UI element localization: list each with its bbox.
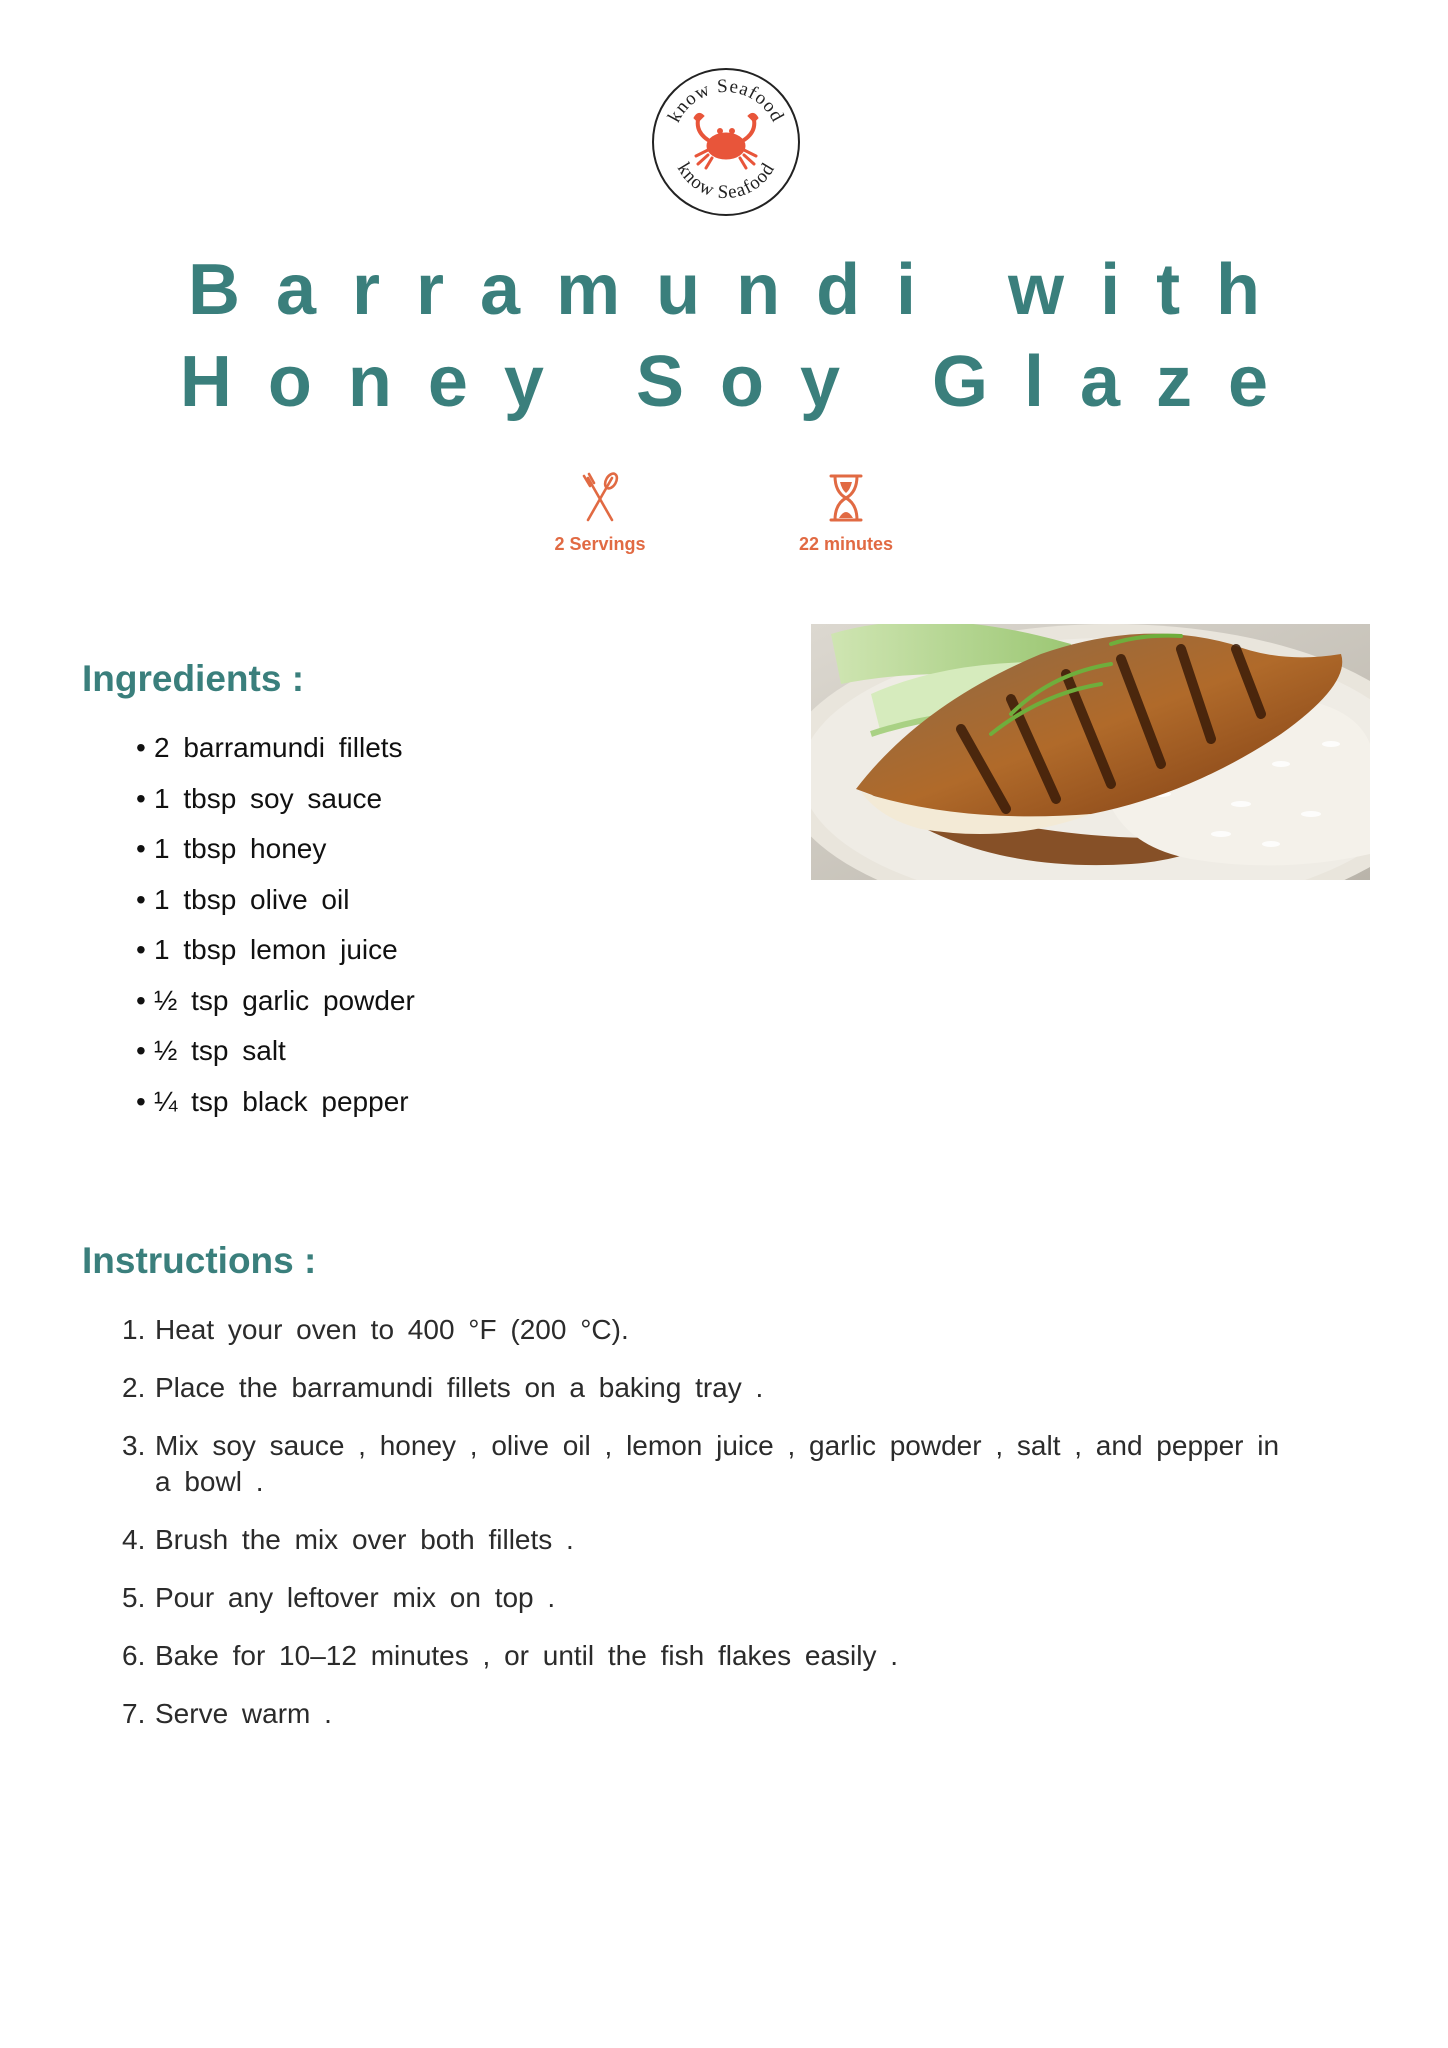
instruction-step: 4. Brush the mix over both fillets .	[122, 1522, 1302, 1558]
know-seafood-logo	[650, 66, 802, 218]
dish-illustration	[811, 624, 1370, 880]
bullet-icon: •	[136, 1085, 146, 1117]
instruction-step: 1. Heat your oven to 400 °F (200 °C).	[122, 1312, 1302, 1348]
ingredient-item: • 1 tbsp honey	[136, 831, 415, 882]
bullet-icon: •	[136, 833, 146, 864]
svg-text:know Seafood: know Seafood	[672, 159, 780, 204]
servings-info	[500, 472, 700, 555]
ingredient-item: • 1 tbsp soy sauce	[136, 781, 415, 832]
step-number: 6.	[122, 1640, 146, 1671]
cook-time-info	[746, 472, 946, 555]
servings-label: 2 Servings	[554, 534, 646, 554]
ingredient-item: • 1 tbsp olive oil	[136, 882, 415, 933]
instruction-step: 5. Pour any leftover mix on top .	[122, 1580, 1302, 1616]
ingredient-item: • ¼ tsp black pepper	[136, 1084, 415, 1135]
step-number: 2.	[122, 1372, 146, 1403]
step-number: 3.	[122, 1430, 146, 1461]
instruction-step: 7. Serve warm .	[122, 1696, 1302, 1732]
bullet-icon: •	[136, 782, 146, 814]
instructions-heading: Instructions :	[82, 1240, 317, 1281]
instruction-step: 2. Place the barramundi fillets on a baking tray .	[122, 1370, 1302, 1406]
cook-time-label: 22 minutes	[798, 534, 894, 554]
ingredients-list	[136, 730, 415, 1134]
instruction-step: 6. Bake for 10–12 minutes , or until the fish flakes easily .	[122, 1638, 1302, 1674]
ingredient-item: • ½ tsp salt	[136, 1033, 415, 1084]
svg-text:know Seafood: know Seafood	[663, 75, 789, 126]
utensils-icon	[580, 472, 620, 524]
barramundi-dish-photo	[811, 624, 1370, 880]
bullet-icon: •	[136, 883, 146, 915]
instruction-step: 3. Mix soy sauce , honey , olive oil , lemon juice , garlic powder , salt , and pepper in a bowl .	[122, 1428, 1302, 1500]
recipe-title-line-2: Honey Soy Glaze	[179, 342, 1305, 422]
instructions-list	[122, 1312, 1302, 1754]
step-number: 1.	[122, 1314, 146, 1345]
bullet-icon: •	[136, 984, 146, 1016]
bullet-icon: •	[136, 934, 146, 965]
ingredients-heading: Ingredients :	[82, 658, 305, 699]
bullet-icon: •	[136, 732, 146, 763]
hourglass-icon	[826, 472, 866, 524]
ingredient-item: • 1 tbsp lemon juice	[136, 932, 415, 983]
bullet-icon: •	[136, 1035, 146, 1066]
step-number: 5.	[122, 1582, 146, 1613]
ingredient-item: • ½ tsp garlic powder	[136, 983, 415, 1034]
step-number: 7.	[122, 1698, 146, 1729]
recipe-title	[0, 244, 1448, 428]
step-number: 4.	[122, 1524, 146, 1555]
logo-graphic	[650, 66, 802, 218]
ingredient-item: • 2 barramundi fillets	[136, 730, 415, 781]
recipe-title-line-1: Barramundi with	[187, 250, 1297, 330]
